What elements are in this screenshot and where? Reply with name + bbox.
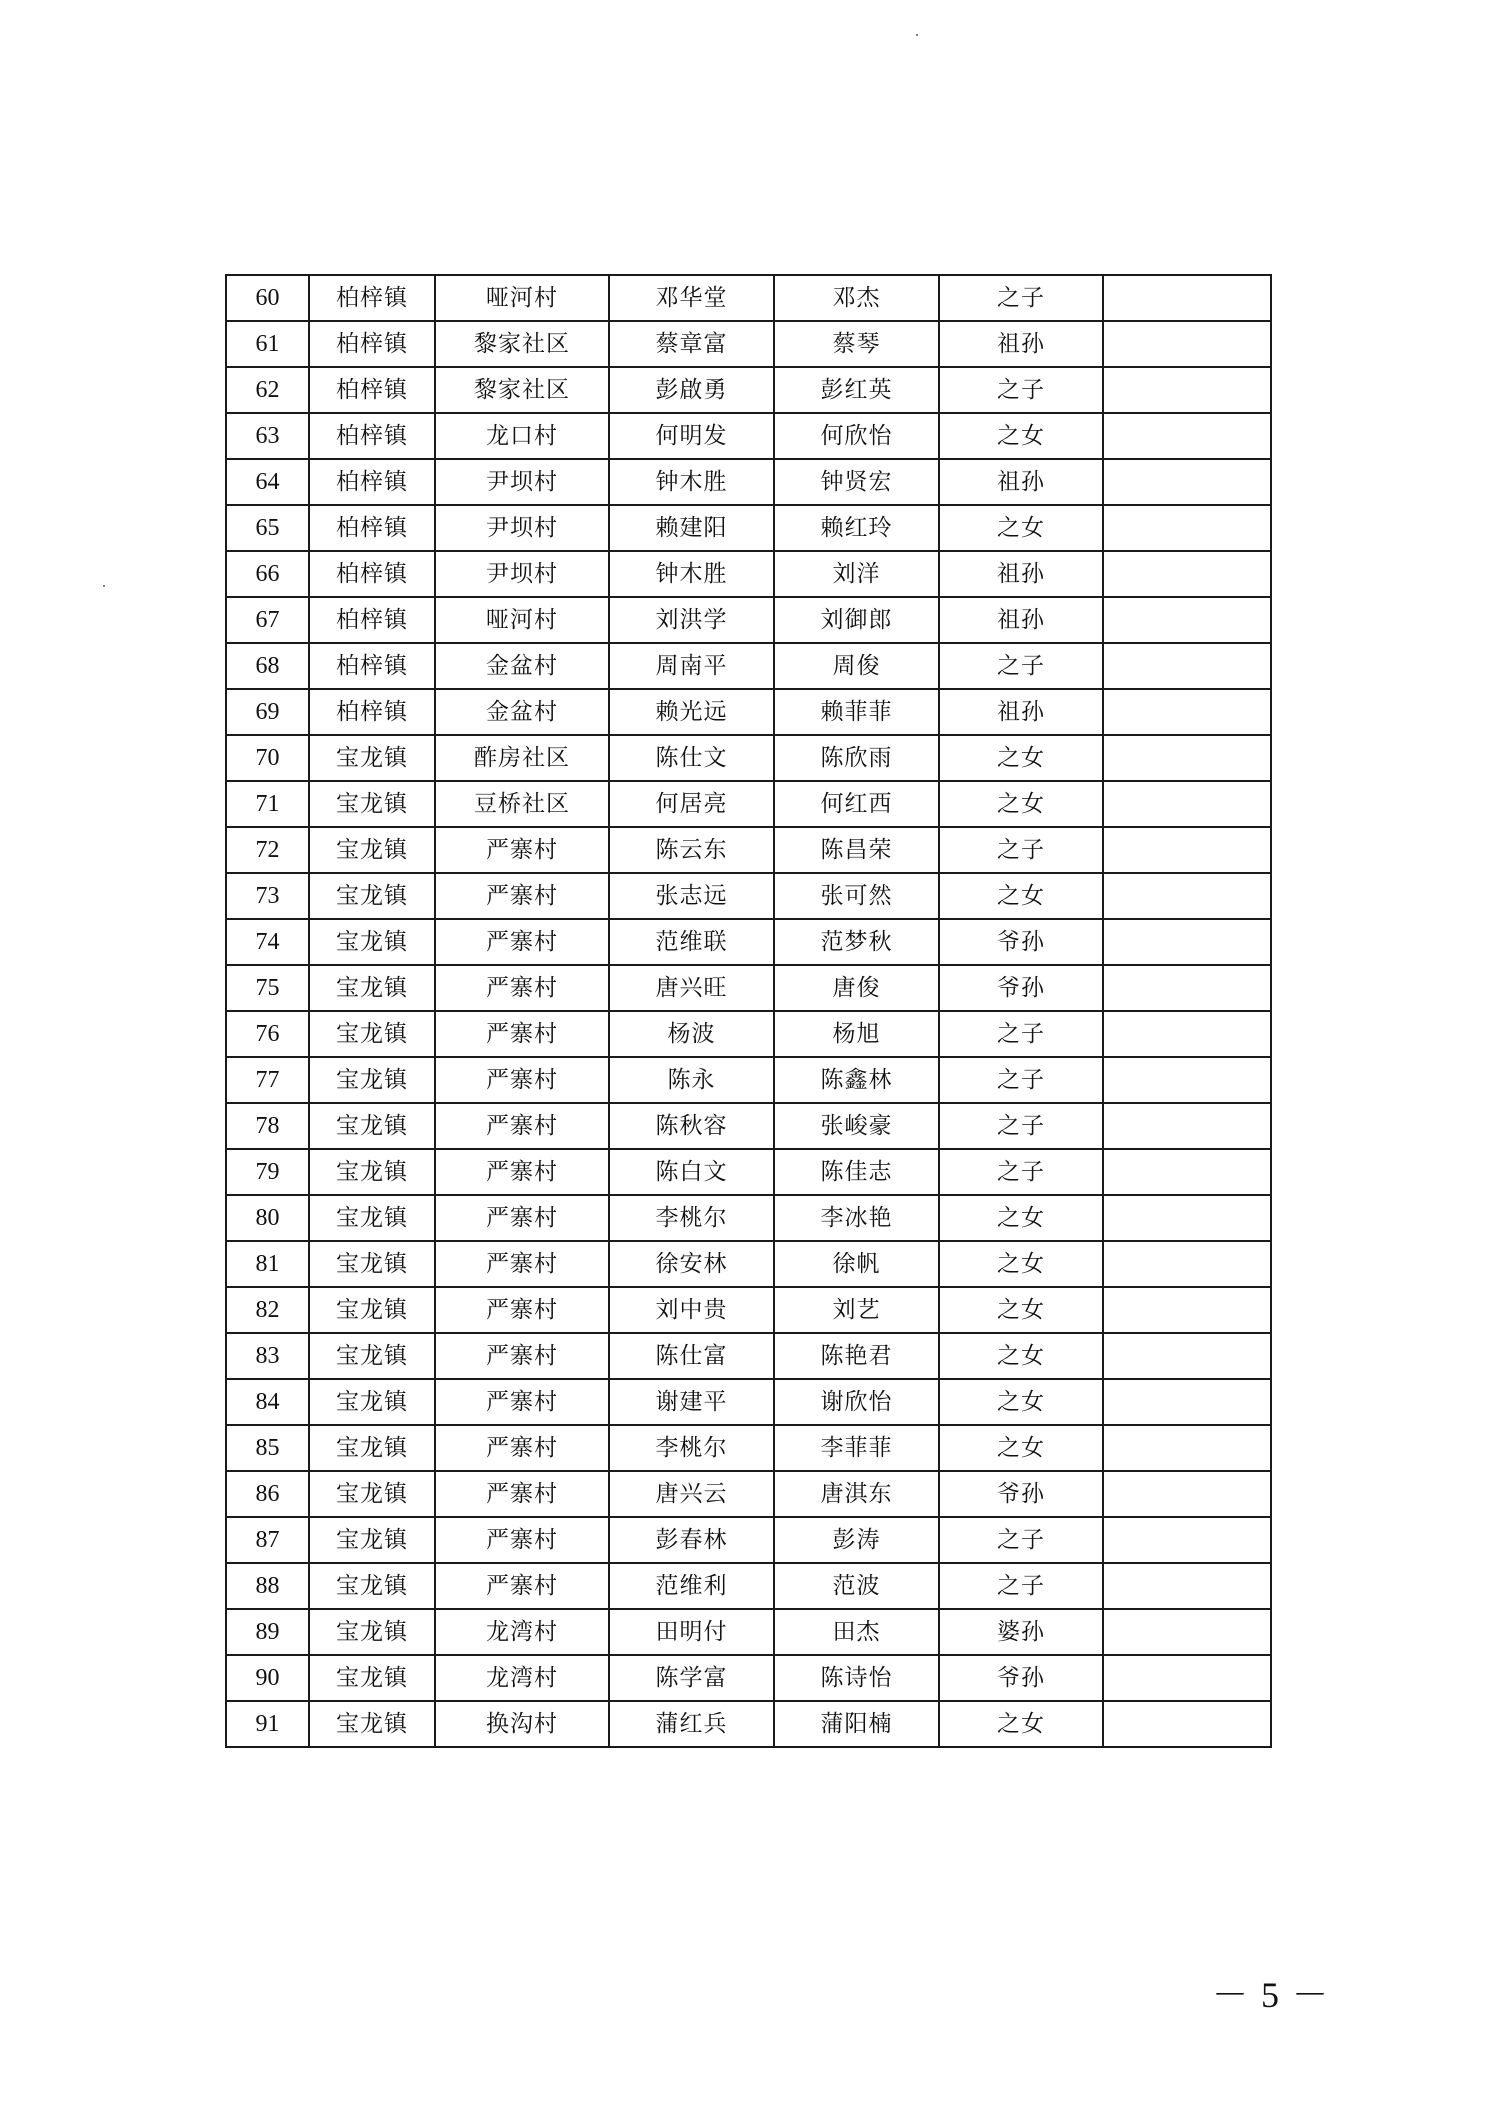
- village-cell: 严寨村: [435, 1471, 609, 1517]
- guardian-name-cell: 陈仕文: [609, 735, 774, 781]
- remark-cell: [1103, 505, 1271, 551]
- village-cell: 酢房社区: [435, 735, 609, 781]
- row-number-cell: 68: [226, 643, 309, 689]
- child-name-cell: 李冰艳: [774, 1195, 939, 1241]
- remark-cell: [1103, 1609, 1271, 1655]
- remark-cell: [1103, 1379, 1271, 1425]
- remark-cell: [1103, 551, 1271, 597]
- child-name-cell: 赖红玲: [774, 505, 939, 551]
- child-name-cell: 范梦秋: [774, 919, 939, 965]
- village-cell: 严寨村: [435, 1057, 609, 1103]
- table-row: [226, 1103, 1271, 1149]
- guardian-name-cell: 彭春林: [609, 1517, 774, 1563]
- table-row: [226, 735, 1271, 781]
- table-row: [226, 505, 1271, 551]
- town-cell: 柏梓镇: [309, 459, 435, 505]
- remark-cell: [1103, 367, 1271, 413]
- town-cell: 宝龙镇: [309, 873, 435, 919]
- table-row: [226, 919, 1271, 965]
- table-row: [226, 1195, 1271, 1241]
- row-number-cell: 81: [226, 1241, 309, 1287]
- table-row: [226, 643, 1271, 689]
- page-number: － 5 －: [1212, 1975, 1331, 2015]
- village-cell: 严寨村: [435, 1011, 609, 1057]
- remark-cell: [1103, 1701, 1271, 1747]
- remark-cell: [1103, 459, 1271, 505]
- town-cell: 宝龙镇: [309, 1517, 435, 1563]
- village-cell: 严寨村: [435, 1103, 609, 1149]
- relationship-cell: 之女: [939, 1195, 1103, 1241]
- town-cell: 宝龙镇: [309, 919, 435, 965]
- child-name-cell: 李菲菲: [774, 1425, 939, 1471]
- child-name-cell: 谢欣怡: [774, 1379, 939, 1425]
- town-cell: 宝龙镇: [309, 1195, 435, 1241]
- table-row: [226, 1609, 1271, 1655]
- town-cell: 宝龙镇: [309, 1057, 435, 1103]
- village-cell: 严寨村: [435, 965, 609, 1011]
- row-number-cell: 66: [226, 551, 309, 597]
- row-number-cell: 72: [226, 827, 309, 873]
- village-cell: 严寨村: [435, 1287, 609, 1333]
- town-cell: 宝龙镇: [309, 1425, 435, 1471]
- village-cell: 严寨村: [435, 1333, 609, 1379]
- town-cell: 宝龙镇: [309, 1011, 435, 1057]
- town-cell: 宝龙镇: [309, 965, 435, 1011]
- relationship-cell: 祖孙: [939, 551, 1103, 597]
- guardian-name-cell: 陈云东: [609, 827, 774, 873]
- row-number-cell: 67: [226, 597, 309, 643]
- relationship-cell: 爷孙: [939, 919, 1103, 965]
- relationship-cell: 之子: [939, 1011, 1103, 1057]
- village-cell: 金盆村: [435, 689, 609, 735]
- relationship-cell: 之子: [939, 1517, 1103, 1563]
- guardian-name-cell: 赖光远: [609, 689, 774, 735]
- relationship-cell: 之子: [939, 367, 1103, 413]
- row-number-cell: 75: [226, 965, 309, 1011]
- town-cell: 柏梓镇: [309, 597, 435, 643]
- village-cell: 金盆村: [435, 643, 609, 689]
- remark-cell: [1103, 643, 1271, 689]
- remark-cell: [1103, 827, 1271, 873]
- guardian-name-cell: 李桃尔: [609, 1425, 774, 1471]
- town-cell: 柏梓镇: [309, 643, 435, 689]
- town-cell: 宝龙镇: [309, 827, 435, 873]
- remark-cell: [1103, 597, 1271, 643]
- remark-cell: [1103, 413, 1271, 459]
- remark-cell: [1103, 1241, 1271, 1287]
- table-row: [226, 689, 1271, 735]
- row-number-cell: 70: [226, 735, 309, 781]
- row-number-cell: 62: [226, 367, 309, 413]
- village-cell: 黎家社区: [435, 321, 609, 367]
- relationship-cell: 之女: [939, 1333, 1103, 1379]
- table-row: [226, 367, 1271, 413]
- guardian-name-cell: 刘中贵: [609, 1287, 774, 1333]
- guardian-name-cell: 陈仕富: [609, 1333, 774, 1379]
- village-cell: 严寨村: [435, 1517, 609, 1563]
- village-cell: 严寨村: [435, 827, 609, 873]
- table-row: [226, 1149, 1271, 1195]
- child-name-cell: 陈佳志: [774, 1149, 939, 1195]
- table-row: [226, 1701, 1271, 1747]
- remark-cell: [1103, 1655, 1271, 1701]
- relationship-cell: 之女: [939, 1701, 1103, 1747]
- town-cell: 宝龙镇: [309, 1103, 435, 1149]
- row-number-cell: 91: [226, 1701, 309, 1747]
- guardian-name-cell: 蒲红兵: [609, 1701, 774, 1747]
- remark-cell: [1103, 1057, 1271, 1103]
- row-number-cell: 77: [226, 1057, 309, 1103]
- remark-cell: [1103, 873, 1271, 919]
- relationship-cell: 爷孙: [939, 965, 1103, 1011]
- relationship-cell: 爷孙: [939, 1655, 1103, 1701]
- guardian-name-cell: 何居亮: [609, 781, 774, 827]
- guardian-name-cell: 钟木胜: [609, 551, 774, 597]
- row-number-cell: 61: [226, 321, 309, 367]
- relationship-cell: 之女: [939, 873, 1103, 919]
- remark-cell: [1103, 1011, 1271, 1057]
- child-name-cell: 徐帆: [774, 1241, 939, 1287]
- village-cell: 尹坝村: [435, 551, 609, 597]
- remark-cell: [1103, 781, 1271, 827]
- remark-cell: [1103, 735, 1271, 781]
- relationship-cell: 之子: [939, 1149, 1103, 1195]
- guardian-name-cell: 唐兴旺: [609, 965, 774, 1011]
- guardian-name-cell: 田明付: [609, 1609, 774, 1655]
- town-cell: 柏梓镇: [309, 505, 435, 551]
- guardian-name-cell: 谢建平: [609, 1379, 774, 1425]
- relationship-cell: 之女: [939, 505, 1103, 551]
- relationship-cell: 之子: [939, 827, 1103, 873]
- town-cell: 宝龙镇: [309, 1241, 435, 1287]
- relationship-cell: 之子: [939, 275, 1103, 321]
- town-cell: 宝龙镇: [309, 1563, 435, 1609]
- village-cell: 哑河村: [435, 275, 609, 321]
- village-cell: 龙湾村: [435, 1655, 609, 1701]
- child-name-cell: 刘艺: [774, 1287, 939, 1333]
- village-cell: 严寨村: [435, 1425, 609, 1471]
- relationship-cell: 之女: [939, 413, 1103, 459]
- guardian-name-cell: 徐安林: [609, 1241, 774, 1287]
- table-row: [226, 1425, 1271, 1471]
- relationship-cell: 祖孙: [939, 459, 1103, 505]
- table-row: [226, 781, 1271, 827]
- table-row: [226, 1471, 1271, 1517]
- village-cell: 尹坝村: [435, 459, 609, 505]
- row-number-cell: 65: [226, 505, 309, 551]
- relationship-cell: 之女: [939, 1379, 1103, 1425]
- row-number-cell: 71: [226, 781, 309, 827]
- child-name-cell: 陈鑫林: [774, 1057, 939, 1103]
- table-row: [226, 965, 1271, 1011]
- guardian-name-cell: 张志远: [609, 873, 774, 919]
- child-name-cell: 陈艳君: [774, 1333, 939, 1379]
- table-row: [226, 275, 1271, 321]
- child-name-cell: 钟贤宏: [774, 459, 939, 505]
- guardian-name-cell: 刘洪学: [609, 597, 774, 643]
- remark-cell: [1103, 1563, 1271, 1609]
- relationship-cell: 之女: [939, 781, 1103, 827]
- row-number-cell: 84: [226, 1379, 309, 1425]
- child-name-cell: 邓杰: [774, 275, 939, 321]
- child-name-cell: 赖菲菲: [774, 689, 939, 735]
- table-row: [226, 1655, 1271, 1701]
- town-cell: 柏梓镇: [309, 689, 435, 735]
- relationship-cell: 祖孙: [939, 597, 1103, 643]
- row-number-cell: 73: [226, 873, 309, 919]
- guardian-name-cell: 陈白文: [609, 1149, 774, 1195]
- town-cell: 宝龙镇: [309, 1287, 435, 1333]
- guardian-name-cell: 邓华堂: [609, 275, 774, 321]
- child-name-cell: 蒲阳楠: [774, 1701, 939, 1747]
- town-cell: 宝龙镇: [309, 1379, 435, 1425]
- town-cell: 柏梓镇: [309, 367, 435, 413]
- child-name-cell: 蔡琴: [774, 321, 939, 367]
- remark-cell: [1103, 1333, 1271, 1379]
- relationship-cell: 之子: [939, 1103, 1103, 1149]
- relationship-cell: 之女: [939, 735, 1103, 781]
- table-row: [226, 827, 1271, 873]
- guardian-name-cell: 何明发: [609, 413, 774, 459]
- remark-cell: [1103, 1471, 1271, 1517]
- guardian-name-cell: 唐兴云: [609, 1471, 774, 1517]
- child-name-cell: 张可然: [774, 873, 939, 919]
- child-name-cell: 唐俊: [774, 965, 939, 1011]
- relationship-cell: 祖孙: [939, 321, 1103, 367]
- remark-cell: [1103, 965, 1271, 1011]
- remark-cell: [1103, 1195, 1271, 1241]
- village-cell: 龙口村: [435, 413, 609, 459]
- village-cell: 换沟村: [435, 1701, 609, 1747]
- town-cell: 柏梓镇: [309, 275, 435, 321]
- row-number-cell: 63: [226, 413, 309, 459]
- guardian-name-cell: 周南平: [609, 643, 774, 689]
- child-name-cell: 陈昌荣: [774, 827, 939, 873]
- town-cell: 宝龙镇: [309, 1471, 435, 1517]
- row-number-cell: 82: [226, 1287, 309, 1333]
- remark-cell: [1103, 275, 1271, 321]
- guardian-name-cell: 蔡章富: [609, 321, 774, 367]
- town-cell: 宝龙镇: [309, 1655, 435, 1701]
- table-row: [226, 413, 1271, 459]
- guardian-name-cell: 范维利: [609, 1563, 774, 1609]
- village-cell: 严寨村: [435, 1149, 609, 1195]
- relationship-cell: 之子: [939, 1563, 1103, 1609]
- guardian-name-cell: 赖建阳: [609, 505, 774, 551]
- row-number-cell: 86: [226, 1471, 309, 1517]
- table-row: [226, 321, 1271, 367]
- village-cell: 尹坝村: [435, 505, 609, 551]
- row-number-cell: 76: [226, 1011, 309, 1057]
- guardian-name-cell: 陈学富: [609, 1655, 774, 1701]
- village-cell: 严寨村: [435, 1379, 609, 1425]
- remark-cell: [1103, 919, 1271, 965]
- table-row: [226, 1517, 1271, 1563]
- guardian-name-cell: 李桃尔: [609, 1195, 774, 1241]
- village-cell: 龙湾村: [435, 1609, 609, 1655]
- table-row: [226, 1241, 1271, 1287]
- table-row: [226, 1563, 1271, 1609]
- remark-cell: [1103, 1149, 1271, 1195]
- child-name-cell: 范波: [774, 1563, 939, 1609]
- remark-cell: [1103, 1103, 1271, 1149]
- relationship-cell: 之子: [939, 1057, 1103, 1103]
- row-number-cell: 64: [226, 459, 309, 505]
- table-row: [226, 1011, 1271, 1057]
- row-number-cell: 88: [226, 1563, 309, 1609]
- roster-body: [226, 275, 1271, 1747]
- scan-speck: [103, 585, 105, 587]
- child-name-cell: 陈诗怡: [774, 1655, 939, 1701]
- row-number-cell: 79: [226, 1149, 309, 1195]
- child-name-cell: 彭涛: [774, 1517, 939, 1563]
- guardian-name-cell: 范维联: [609, 919, 774, 965]
- guardian-name-cell: 陈秋容: [609, 1103, 774, 1149]
- remark-cell: [1103, 689, 1271, 735]
- relationship-cell: 之女: [939, 1425, 1103, 1471]
- roster-table: [225, 274, 1272, 1748]
- relationship-cell: 婆孙: [939, 1609, 1103, 1655]
- guardian-name-cell: 陈永: [609, 1057, 774, 1103]
- town-cell: 柏梓镇: [309, 551, 435, 597]
- row-number-cell: 60: [226, 275, 309, 321]
- town-cell: 宝龙镇: [309, 1333, 435, 1379]
- village-cell: 哑河村: [435, 597, 609, 643]
- table-row: [226, 873, 1271, 919]
- remark-cell: [1103, 1287, 1271, 1333]
- row-number-cell: 69: [226, 689, 309, 735]
- remark-cell: [1103, 1425, 1271, 1471]
- guardian-name-cell: 钟木胜: [609, 459, 774, 505]
- village-cell: 黎家社区: [435, 367, 609, 413]
- town-cell: 宝龙镇: [309, 1701, 435, 1747]
- row-number-cell: 89: [226, 1609, 309, 1655]
- table-row: [226, 459, 1271, 505]
- town-cell: 宝龙镇: [309, 781, 435, 827]
- row-number-cell: 78: [226, 1103, 309, 1149]
- child-name-cell: 田杰: [774, 1609, 939, 1655]
- relationship-cell: 之子: [939, 643, 1103, 689]
- table-row: [226, 1333, 1271, 1379]
- relationship-cell: 之女: [939, 1241, 1103, 1287]
- child-name-cell: 陈欣雨: [774, 735, 939, 781]
- child-name-cell: 唐淇东: [774, 1471, 939, 1517]
- child-name-cell: 刘洋: [774, 551, 939, 597]
- town-cell: 宝龙镇: [309, 1609, 435, 1655]
- village-cell: 豆桥社区: [435, 781, 609, 827]
- village-cell: 严寨村: [435, 1241, 609, 1287]
- relationship-cell: 爷孙: [939, 1471, 1103, 1517]
- town-cell: 柏梓镇: [309, 321, 435, 367]
- guardian-name-cell: 杨波: [609, 1011, 774, 1057]
- child-name-cell: 杨旭: [774, 1011, 939, 1057]
- village-cell: 严寨村: [435, 873, 609, 919]
- row-number-cell: 83: [226, 1333, 309, 1379]
- table-row: [226, 1057, 1271, 1103]
- child-name-cell: 张峻豪: [774, 1103, 939, 1149]
- row-number-cell: 74: [226, 919, 309, 965]
- remark-cell: [1103, 1517, 1271, 1563]
- guardian-name-cell: 彭啟勇: [609, 367, 774, 413]
- table-row: [226, 1287, 1271, 1333]
- table-row: [226, 597, 1271, 643]
- table-row: [226, 551, 1271, 597]
- table-row: [226, 1379, 1271, 1425]
- scan-speck: [916, 34, 918, 36]
- relationship-cell: 之女: [939, 1287, 1103, 1333]
- row-number-cell: 90: [226, 1655, 309, 1701]
- village-cell: 严寨村: [435, 919, 609, 965]
- town-cell: 宝龙镇: [309, 1149, 435, 1195]
- row-number-cell: 80: [226, 1195, 309, 1241]
- child-name-cell: 彭红英: [774, 367, 939, 413]
- remark-cell: [1103, 321, 1271, 367]
- relationship-cell: 祖孙: [939, 689, 1103, 735]
- child-name-cell: 何红西: [774, 781, 939, 827]
- child-name-cell: 何欣怡: [774, 413, 939, 459]
- row-number-cell: 85: [226, 1425, 309, 1471]
- row-number-cell: 87: [226, 1517, 309, 1563]
- child-name-cell: 周俊: [774, 643, 939, 689]
- village-cell: 严寨村: [435, 1563, 609, 1609]
- town-cell: 宝龙镇: [309, 735, 435, 781]
- child-name-cell: 刘御郎: [774, 597, 939, 643]
- village-cell: 严寨村: [435, 1195, 609, 1241]
- town-cell: 柏梓镇: [309, 413, 435, 459]
